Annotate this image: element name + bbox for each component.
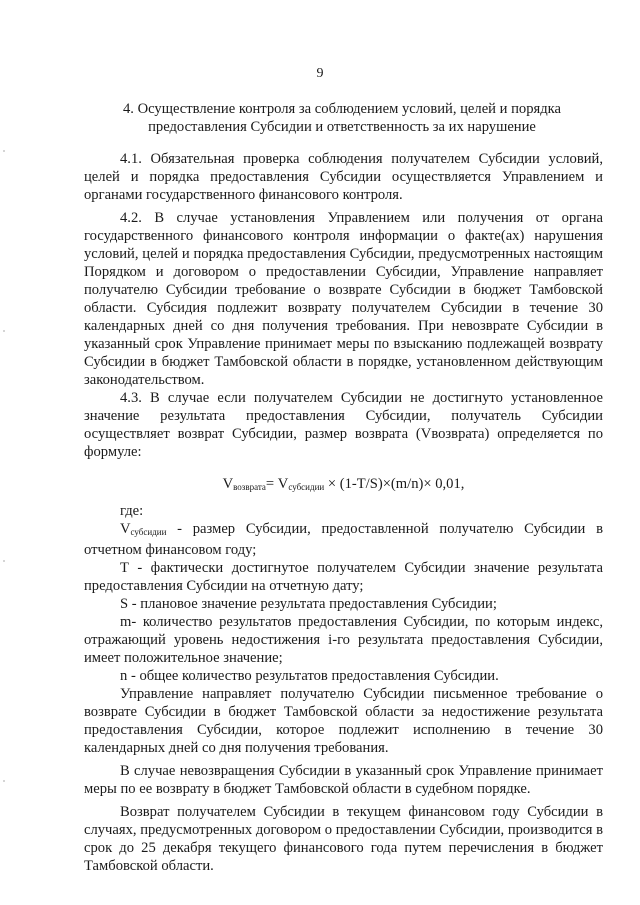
- formula-expression: × (1-T/S)×(m/n)× 0,01,: [324, 476, 465, 492]
- definition-t: Т - фактически достигнутое получателем Субсидии значение результата предоставления Субсидии на отчетную дату;: [84, 560, 603, 594]
- closing-paragraph-demand: Управление направляет получателю Субсидии письменное требование о возврате Субсидии в бюджет Тамбовской области за недостижение результата предоставления Субсидии, которое подлежит исполнению в течение 30 календарных дней со дня получения требования.: [84, 686, 603, 756]
- definition-v-text: - размер Субсидии, предоставленной получателю Субсидии в отчетном финансовом году;: [84, 521, 603, 558]
- definition-m: m- количество результатов предоставления Субсидии, по которым индекс, отражающий уровень недостижения i-го результата предоставления Субсидии, имеет положительное значение;: [84, 614, 603, 666]
- document-body: [84, 150, 603, 875]
- definition-s: S - плановое значение результата предоставления Субсидии;: [120, 596, 497, 612]
- page-number: 9: [316, 66, 324, 81]
- formula-v-return: V: [222, 476, 234, 492]
- formula-v-subsidy-subscript: субсидии: [288, 482, 325, 492]
- definition-v-subscript: субсидии: [130, 527, 167, 537]
- section-title: 4. Осуществление контроля за соблюдением условий, целей и порядка предоставления Субсидии и ответственность за их нарушение: [123, 101, 561, 135]
- where-label: где:: [120, 503, 144, 519]
- formula-v-return-subscript: возврата: [233, 482, 266, 492]
- scan-edge-mark: [3, 780, 5, 782]
- formula-equals: =: [265, 476, 278, 492]
- closing-paragraph-return: Возврат получателем Субсидии в текущем финансовом году Субсидии в случаях, предусмотренных договором о предоставлении Субсидии, производится в срок до 25 декабря текущего финансового года путем перечисления в бюджет Тамбовской области.: [84, 804, 603, 874]
- definition-v-subsidy: [84, 520, 603, 559]
- paragraph-4-3: 4.3. В случае если получателем Субсидии не достигнуто установленное значение результата предоставления Субсидии, получатель Субсидии осуществляет возврат Субсидии, размер возврата (Vвозврата) определяется по формуле:: [84, 390, 603, 460]
- definition-n: n - общее количество результатов предоставления Субсидии.: [120, 668, 499, 684]
- scan-edge-mark: [3, 560, 5, 562]
- formula-v-subsidy: V: [277, 476, 289, 492]
- closing-paragraph-court: В случае невозвращения Субсидии в указанный срок Управление принимает меры по ее возврату в бюджет Тамбовской области в судебном порядке.: [84, 763, 603, 797]
- scan-edge-mark: [3, 150, 5, 152]
- return-formula: [84, 475, 603, 496]
- definition-v-symbol: V: [120, 521, 131, 537]
- paragraph-4-2: 4.2. В случае установления Управлением или получения от органа государственного финансового контроля информации о факте(ах) нарушения условий, целей и порядка предоставления Субсидии, предусмотренных настоящим Порядком и договором о предоставлении Субсидии, Управление направляет получателю Субсидии требование о возврате Субсидии в бюджет Тамбовской области. Субсидия подлежит возврату получателем Субсидии в течение 30 календарных дней со дня получения требования. При невозврате Субсидии в указанный срок Управление принимает меры по взысканию подлежащей возврату Субсидии в бюджет Тамбовской области в порядке, установленном действующим законодательством.: [84, 210, 603, 388]
- scan-edge-mark: [3, 330, 5, 332]
- paragraph-4-1: 4.1. Обязательная проверка соблюдения получателем Субсидии условий, целей и порядка предоставления Субсидии осуществляется Управлением и органами государственного финансового контроля.: [84, 151, 603, 203]
